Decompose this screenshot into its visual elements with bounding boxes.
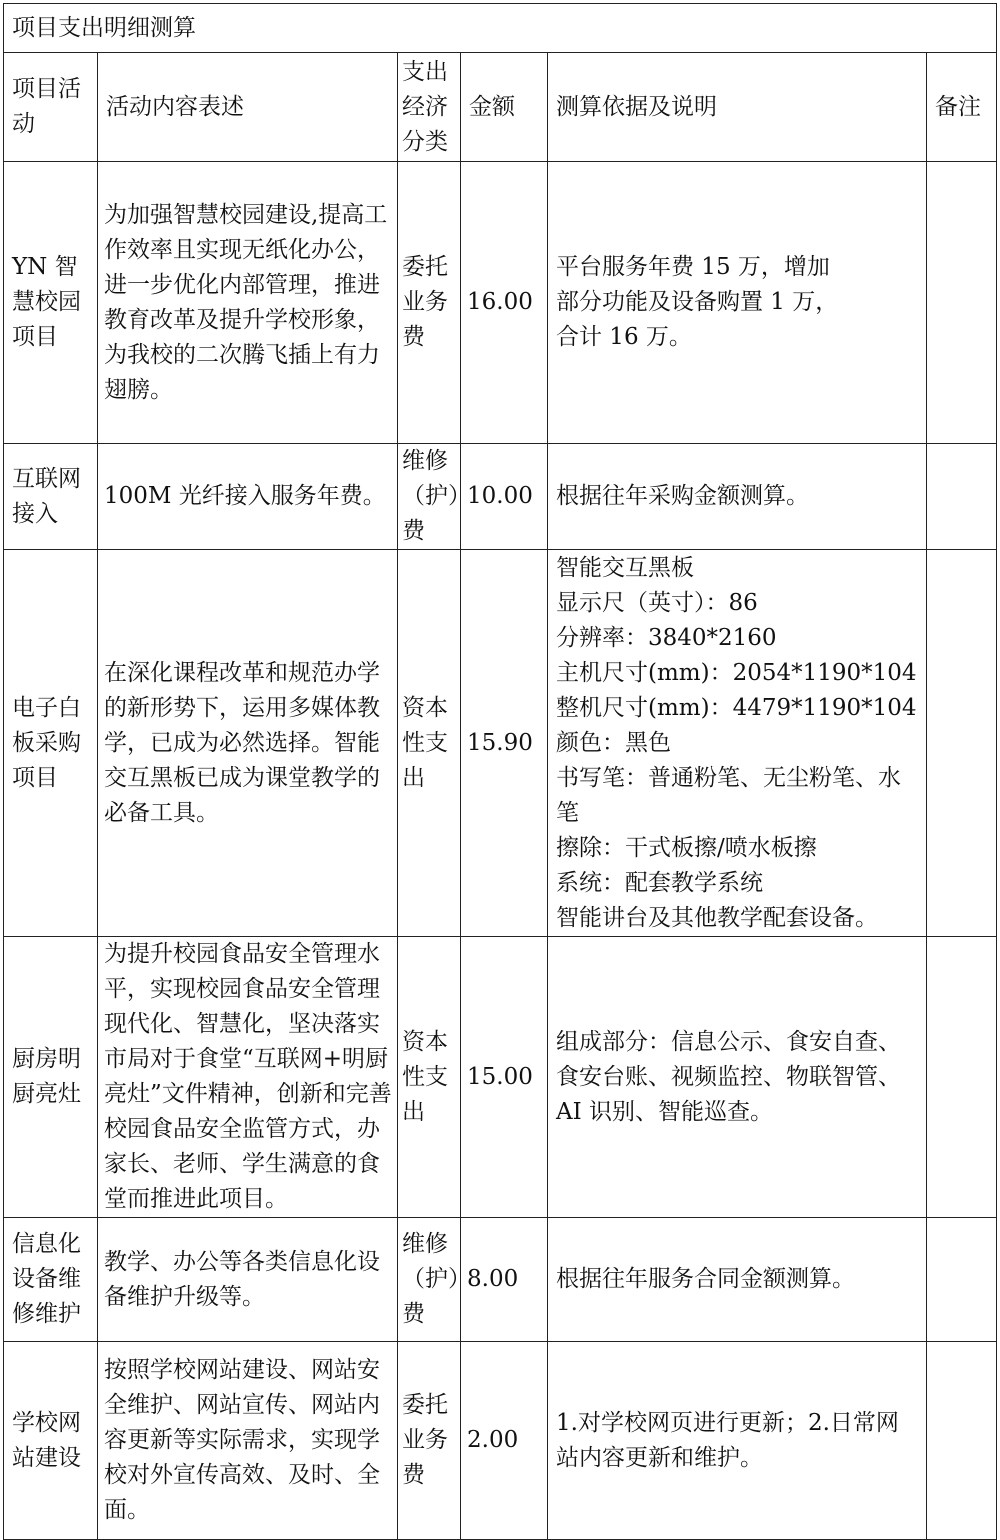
cell-content: 在深化课程改革和规范办学的新形势下，运用多媒体教学，已成为必然选择。智能交互黑板已成为课堂教学的必备工具。 [98, 550, 398, 937]
header-category: 支出经济分类 [398, 53, 461, 162]
cell-category: 资本性支出 [398, 550, 461, 937]
cell-remark [927, 1218, 997, 1342]
basis-line: 整机尺寸(mm)：4479*1190*104 [556, 694, 917, 721]
basis-line: 食安台账、视频监控、物联智管、 [556, 1063, 901, 1090]
cell-remark [927, 937, 997, 1218]
cell-content: 为提升校园食品安全管理水平，实现校园食品安全管理现代化、智慧化，坚决落实市局对于食堂“互联网+明厨亮灶”文件精神，创新和完善校园食品安全监管方式，办家长、老师、学生满意的食堂而推进此项目。 [98, 937, 398, 1218]
table-title: 项目支出明细测算 [4, 4, 997, 53]
cell-remark [927, 1342, 997, 1540]
basis-line: 颜色：黑色 [556, 729, 671, 756]
basis-line: 智能讲台及其他教学配套设备。 [556, 904, 878, 931]
basis-line: 分辨率：3840*2160 [556, 624, 777, 651]
cell-activity: 电子白板采购项目 [4, 550, 98, 937]
cell-activity: YN 智慧校园项目 [4, 162, 98, 444]
header-activity: 项目活动 [4, 53, 98, 162]
cell-amount: 15.00 [461, 937, 548, 1218]
cell-category: 委托业务费 [398, 162, 461, 444]
cell-category: 委托业务费 [398, 1342, 461, 1540]
basis-line: 笔 [556, 799, 579, 826]
header-amount: 金额 [461, 53, 548, 162]
table-row [4, 162, 997, 444]
basis-line: 根据往年采购金额测算。 [556, 483, 809, 509]
cell-category: 资本性支出 [398, 937, 461, 1218]
table-row [4, 1218, 997, 1342]
cell-content: 教学、办公等各类信息化设备维护升级等。 [98, 1218, 398, 1342]
cell-remark [927, 444, 997, 550]
basis-line: 主机尺寸(mm)：2054*1190*104 [556, 659, 917, 686]
budget-table [3, 3, 997, 1540]
cell-activity: 厨房明厨亮灶 [4, 937, 98, 1218]
cell-amount: 2.00 [461, 1342, 548, 1540]
basis-line: 系统：配套教学系统 [556, 869, 763, 896]
cell-content: 为加强智慧校园建设,提高工作效率且实现无纸化办公，进一步优化内部管理，推进教育改革及提升学校形象，为我校的二次腾飞插上有力翅膀。 [98, 162, 398, 444]
header-content: 活动内容表述 [98, 53, 398, 162]
cell-basis [548, 550, 927, 937]
basis-line: AI 识别、智能巡查。 [556, 1098, 774, 1125]
cell-basis [548, 162, 927, 444]
cell-remark [927, 162, 997, 444]
cell-amount: 16.00 [461, 162, 548, 444]
title-row [4, 4, 997, 53]
cell-amount: 15.90 [461, 550, 548, 937]
basis-line: 1.对学校网页进行更新；2.日常网 [556, 1409, 899, 1436]
basis-line: 根据往年服务合同金额测算。 [556, 1266, 855, 1292]
cell-category: 维修（护）费 [398, 1218, 461, 1342]
cell-basis [548, 444, 927, 550]
cell-activity: 学校网站建设 [4, 1342, 98, 1540]
cell-content: 按照学校网站建设、网站安全维护、网站宣传、网站内容更新等实际需求，实现学校对外宣传高效、及时、全面。 [98, 1342, 398, 1540]
cell-basis [548, 1218, 927, 1342]
basis-line: 书写笔：普通粉笔、无尘粉笔、水 [556, 764, 901, 791]
cell-remark [927, 550, 997, 937]
basis-line: 显示尺（英寸）：86 [556, 589, 758, 616]
header-row [4, 53, 997, 162]
table-row [4, 937, 997, 1218]
cell-activity: 互联网接入 [4, 444, 98, 550]
cell-amount: 8.00 [461, 1218, 548, 1342]
basis-line: 平台服务年费 15 万，增加 [556, 254, 830, 280]
basis-line: 合计 16 万。 [556, 324, 692, 350]
header-basis: 测算依据及说明 [548, 53, 927, 162]
basis-line: 部分功能及设备购置 1 万， [556, 289, 839, 315]
basis-line: 站内容更新和维护。 [556, 1444, 763, 1471]
table-row [4, 444, 997, 550]
cell-amount: 10.00 [461, 444, 548, 550]
basis-line: 智能交互黑板 [556, 554, 694, 581]
cell-activity: 信息化设备维修维护 [4, 1218, 98, 1342]
basis-line: 擦除：干式板擦/喷水板擦 [556, 834, 817, 861]
basis-line: 组成部分：信息公示、食安自查、 [556, 1028, 901, 1055]
header-remark: 备注 [927, 53, 997, 162]
cell-category: 维修（护）费 [398, 444, 461, 550]
table-row [4, 1342, 997, 1540]
table-row [4, 550, 997, 937]
cell-content: 100M 光纤接入服务年费。 [98, 444, 398, 550]
cell-basis [548, 1342, 927, 1540]
cell-basis [548, 937, 927, 1218]
